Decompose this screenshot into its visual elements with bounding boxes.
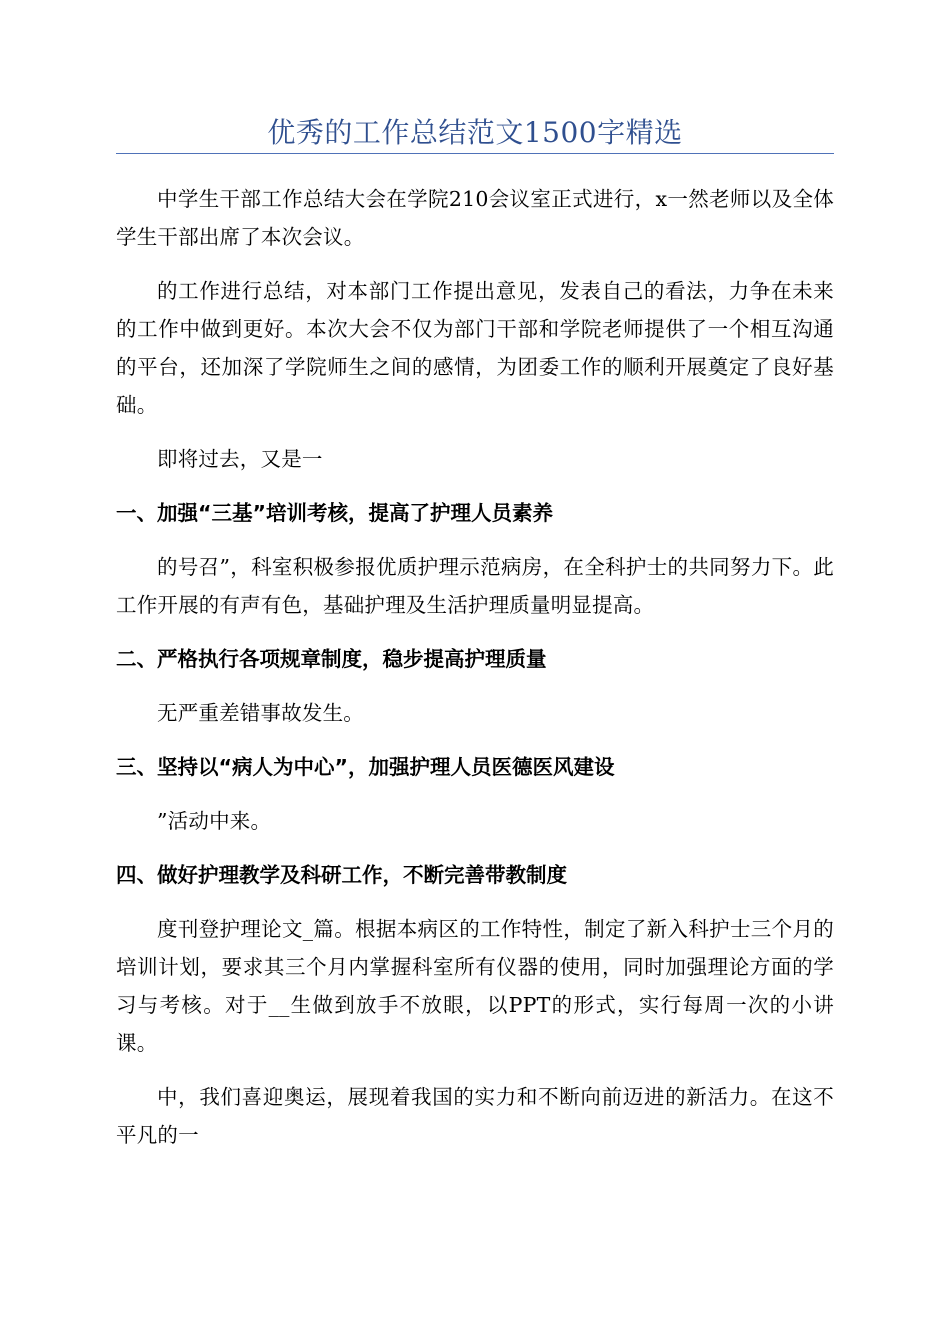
section-heading-4: 四、做好护理教学及科研工作，不断完善带教制度 [116, 863, 567, 887]
document-page [116, 0, 834, 1154]
section-heading-2: 二、严格执行各项规章制度，稳步提高护理质量 [116, 647, 547, 671]
section-heading-1: 一、加强“三基”培训考核，提高了护理人员素养 [116, 501, 553, 525]
document-title: 优秀的工作总结范文1500字精选 [267, 116, 683, 149]
paragraph-year-passing: 即将过去，又是一 [157, 447, 323, 471]
paragraph-meeting-summary: 的工作进行总结，对本部门工作提出意见，发表自己的看法，力争在未来的工作中做到更好。本次大会不仅为部门干部和学院老师提供了一个相互沟通的平台，还加深了学院师生之间的感情，为团委工作的顺利开展奠定了良好基础。 [116, 279, 834, 417]
paragraph-olympics: 中，我们喜迎奥运，展现着我国的实力和不断向前迈进的新活力。在这不平凡的一 [116, 1085, 834, 1147]
paragraph-section-3: ”活动中来。 [157, 809, 272, 833]
paragraph-section-4: 度刊登护理论文_篇。根据本病区的工作特性，制定了新入科护士三个月的培训计划，要求其三个月内掌握科室所有仪器的使用，同时加强理论方面的学习与考核。对于__生做到放手不放眼，以PPT的形式，实行每周一次的小讲课。 [116, 917, 834, 1055]
paragraph-section-2: 无严重差错事故发生。 [157, 701, 364, 725]
section-heading-3: 三、坚持以“病人为中心”，加强护理人员医德医风建设 [116, 755, 615, 779]
paragraph-meeting-intro: 中学生干部工作总结大会在学院210会议室正式进行，x一然老师以及全体学生干部出席了本次会议。 [116, 187, 834, 249]
title-underline [116, 153, 834, 154]
paragraph-section-1: 的号召”，科室积极参报优质护理示范病房，在全科护士的共同努力下。此工作开展的有声有色，基础护理及生活护理质量明显提高。 [116, 555, 834, 617]
